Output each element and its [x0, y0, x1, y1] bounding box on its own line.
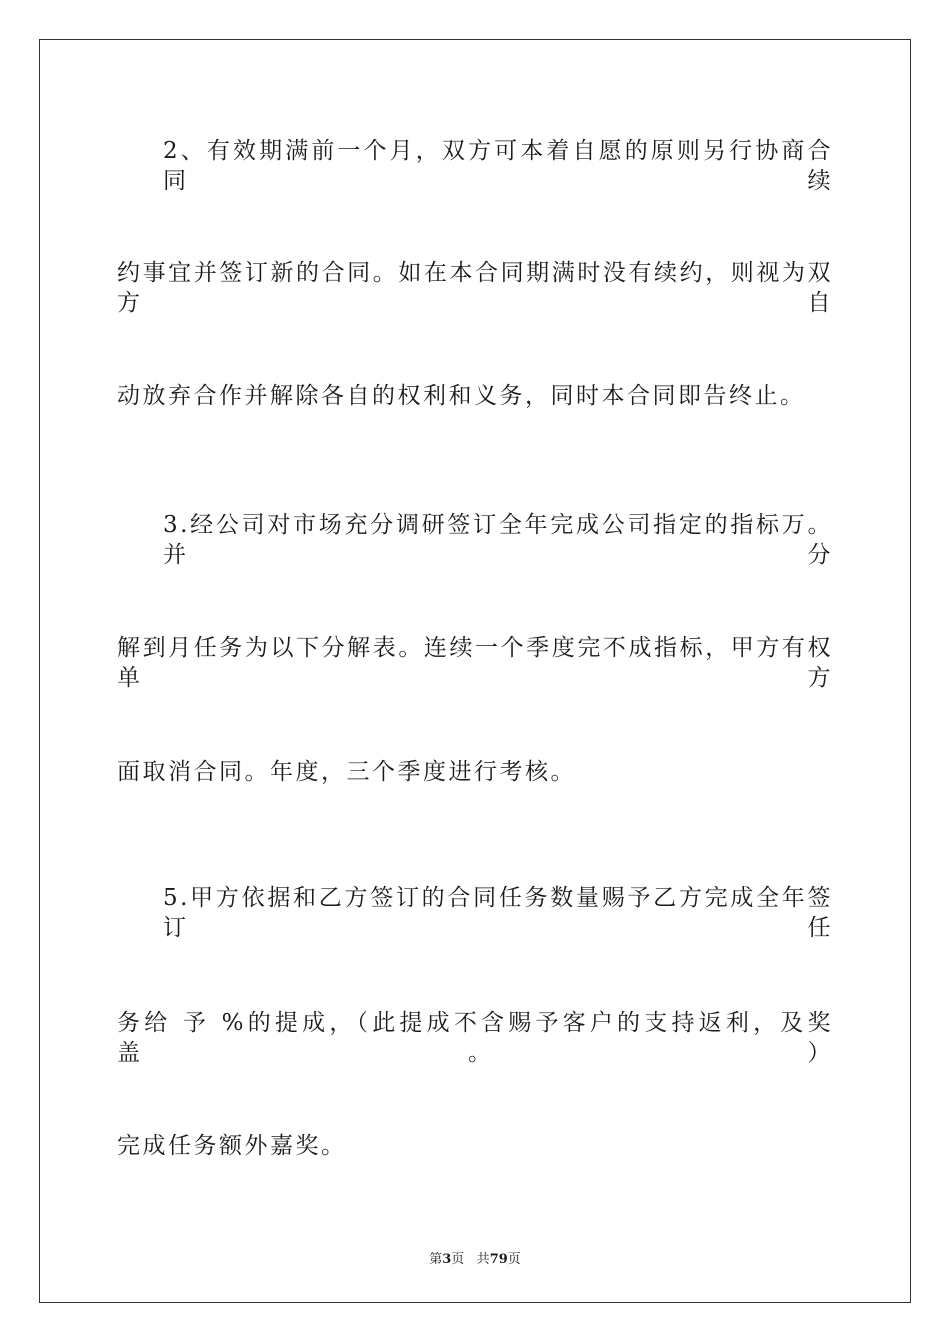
- page-number-footer: [0, 1248, 950, 1267]
- current-page-number: 3: [442, 1252, 452, 1267]
- paragraph-2-line-1: 3.经公司对市场充分调研签订全年完成公司指定的指标万。并分: [163, 512, 833, 568]
- paragraph-3-line-2: 务给 予 %的提成，（此提成不含赐予客户的支持返利，及奖盖。）: [117, 1010, 833, 1066]
- paragraph-1-line-2: 约事宜并签订新的合同。如在本合同期满时没有续约，则视为双方自: [117, 260, 833, 316]
- paragraph-2-line-3: 面取消合同。年度，三个季度进行考核。: [117, 759, 576, 785]
- footer-total-suffix: 页: [507, 1252, 521, 1267]
- footer-prefix: 第: [429, 1252, 443, 1267]
- paragraph-1-line-1: 2、有效期满前一个月，双方可本着自愿的原则另行协商合同续: [163, 138, 833, 194]
- total-page-count: 79: [489, 1252, 508, 1267]
- paragraph-1-line-3: 动放弃合作并解除各自的权利和义务，同时本合同即告终止。: [117, 383, 806, 409]
- paragraph-2-line-2: 解到月任务为以下分解表。连续一个季度完不成指标，甲方有权单方: [117, 635, 833, 691]
- paragraph-3-line-3: 完成任务额外嘉奖。: [117, 1133, 347, 1159]
- footer-page-suffix: 页: [451, 1252, 465, 1267]
- paragraph-3-line-1: 5.甲方依据和乙方签订的合同任务数量赐予乙方完成全年签订任: [163, 885, 833, 941]
- footer-total-prefix: 共: [476, 1252, 490, 1267]
